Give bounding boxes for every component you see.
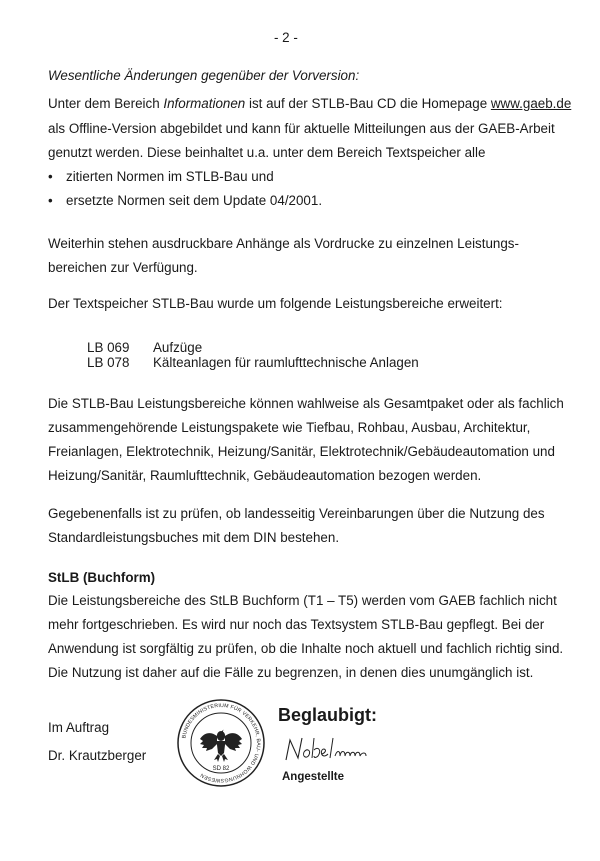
seal-number: SD 82 bbox=[212, 766, 230, 772]
para6-line3: Anwendung ist sorgfältig zu prüfen, ob die Inhalte noch aktuell und fachlich richtig sind. bbox=[48, 641, 564, 656]
para1-line1-mid: ist auf der STLB-Bau CD die Homepage bbox=[245, 96, 491, 111]
para4-line1: Die STLB-Bau Leistungsbereiche können wahlweise als Gesamtpaket oder als fachlich bbox=[48, 396, 564, 411]
para4-line2: zusammengehörende Leistungspakete wie Tiefbau, Rohbau, Ausbau, Architektur, bbox=[48, 420, 531, 435]
svg-text:BUNDESMINISTERIUM FÜR VERKEHR,: BUNDESMINISTERIUM FÜR VERKEHR, BAU- UND WOHNUNGSWESEN bbox=[181, 702, 262, 784]
para2-line1: Weiterhin stehen ausdruckbare Anhänge als Vordrucke zu einzelnen Leistungs- bbox=[48, 236, 519, 251]
bullet-icon: • bbox=[48, 169, 53, 184]
para1-line2: als Offline-Version abgebildet und kann für aktuelle Mitteilungen aus der GAEB-Arbeit bbox=[48, 121, 555, 136]
para1-line1-pre: Unter dem Bereich bbox=[48, 96, 164, 111]
para1-line3: genutzt werden. Diese beinhaltet u.a. unter dem Bereich Textspeicher alle bbox=[48, 145, 486, 160]
lb-text: Kälteanlagen für raumlufttechnische Anlagen bbox=[153, 355, 419, 370]
signatory-name: Dr. Krautzberger bbox=[48, 748, 147, 763]
para2-line2: bereichen zur Verfügung. bbox=[48, 260, 198, 275]
para6-line1: Die Leistungsbereiche des StLB Buchform (T1 – T5) werden vom GAEB fachlich nicht bbox=[48, 593, 557, 608]
lb-code: LB 069 bbox=[87, 340, 130, 355]
para5-line2: Standardleistungsbuches mit dem DIN bestehen. bbox=[48, 530, 340, 545]
para1-line1 bbox=[48, 96, 571, 111]
para4-line4: Heizung/Sanitär, Raumlufttechnik, Gebäudeautomation bezogen werden. bbox=[48, 468, 482, 483]
gaeb-homepage-link[interactable]: www.gaeb.de bbox=[490, 96, 572, 111]
list-item: ersetzte Normen seit dem Update 04/2001. bbox=[66, 193, 323, 208]
stlb-heading: StLB (Buchform) bbox=[48, 570, 156, 585]
official-seal bbox=[176, 698, 266, 788]
federal-eagle-icon bbox=[200, 730, 242, 763]
certifier-role: Angestellte bbox=[282, 771, 344, 783]
para1-informationen: Informationen bbox=[163, 96, 246, 111]
list-item: zitierten Normen im STLB-Bau und bbox=[66, 169, 274, 184]
im-auftrag: Im Auftrag bbox=[48, 720, 110, 735]
para4-line3: Freianlagen, Elektrotechnik, Heizung/Sanitär, Elektrotechnik/Gebäudeautomation und bbox=[48, 444, 555, 459]
para5-line1: Gegebenenfalls ist zu prüfen, ob landesseitig Vereinbarungen über die Nutzung des bbox=[48, 506, 545, 521]
lb-code: LB 078 bbox=[87, 355, 130, 370]
certification-label: Beglaubigt: bbox=[278, 705, 377, 725]
bullet-icon: • bbox=[48, 193, 53, 208]
page-number: - 2 - bbox=[274, 30, 298, 45]
handwritten-signature bbox=[282, 732, 382, 770]
para6-line2: mehr fortgeschrieben. Es wird nur noch das Textsystem STLB-Bau gepflegt. Bei der bbox=[48, 617, 545, 632]
para3: Der Textspeicher STLB-Bau wurde um folgende Leistungsbereiche erweitert: bbox=[48, 296, 503, 311]
changes-heading: Wesentliche Änderungen gegenüber der Vorversion: bbox=[48, 68, 360, 83]
para6-line4: Die Nutzung ist daher auf die Fälle zu begrenzen, in denen dies unumgänglich ist. bbox=[48, 665, 534, 680]
lb-text: Aufzüge bbox=[153, 340, 203, 355]
